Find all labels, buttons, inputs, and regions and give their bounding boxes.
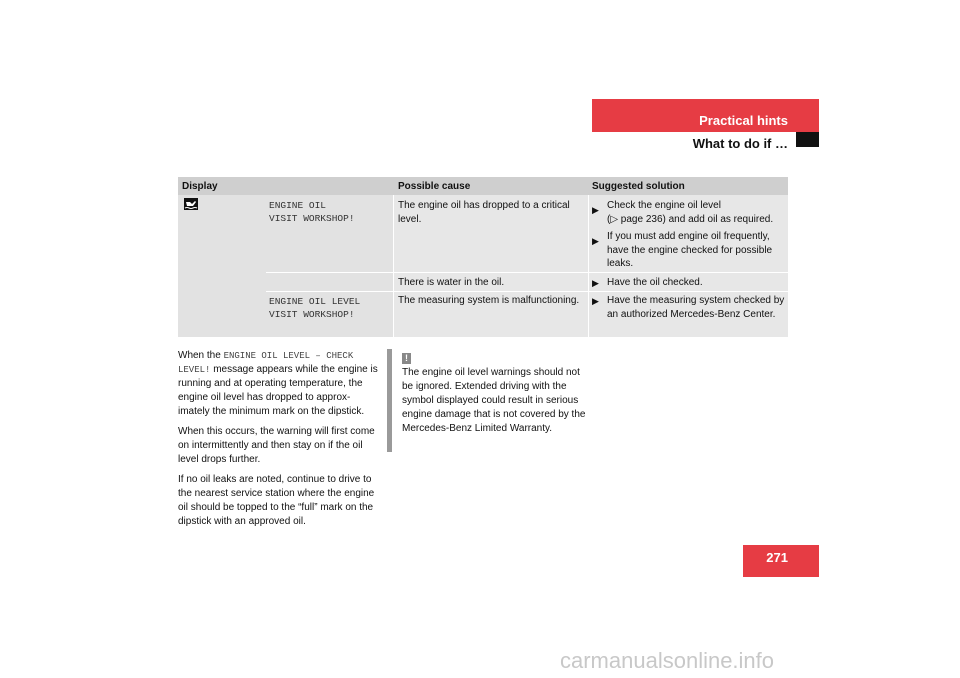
cause-measuring-system: The measuring system is malfunctioning. <box>398 295 580 306</box>
bullet-arrow-icon: ▶ <box>592 278 599 288</box>
bullet-arrow-icon: ▶ <box>592 205 599 215</box>
section-title: Practical hints <box>699 113 788 128</box>
body-text <box>178 349 378 535</box>
paragraph-3: If no oil leaks are noted, continue to drive to the nearest service station where the engine oil should be topped to the “full” mark on the dipstick with an approved oil. <box>178 474 375 527</box>
page-number-box <box>743 545 819 577</box>
warning-box <box>402 352 588 436</box>
column-header-solution: Suggested solution <box>592 181 685 192</box>
display-message-oil-level: ENGINE OIL LEVEL VISIT WORKSHOP! <box>269 296 361 320</box>
display-message-engine-oil: ENGINE OIL VISIT WORKSHOP! <box>269 200 355 224</box>
info-table <box>178 177 788 337</box>
section-header <box>592 99 819 132</box>
column-header-display: Display <box>182 181 218 192</box>
solution-measuring-checked: Have the measuring system checked by an authorized Mercedes-Benz Center. <box>607 295 785 320</box>
page-number: 271 <box>766 550 788 565</box>
bullet-arrow-icon: ▶ <box>592 296 599 306</box>
warning-text: The engine oil level warnings should not be ignored. Extended driving with the symbol displayed could result in serious engine damage that is not covered by the Mercedes-Benz Limited Warranty. <box>402 367 586 434</box>
column-header-cause: Possible cause <box>398 181 471 192</box>
header-marker <box>796 132 819 147</box>
warning-icon: ! <box>402 353 411 364</box>
bullet-arrow-icon: ▶ <box>592 236 599 246</box>
solution-check-oil: Check the engine oil level (▷ page 236) and add oil as required. <box>607 200 774 225</box>
engine-oil-icon <box>184 198 198 210</box>
warning-bar <box>387 349 392 452</box>
solution-check-leaks: If you must add engine oil frequently, have the engine checked for possible leaks. <box>607 231 773 269</box>
table-header <box>178 177 788 195</box>
subsection-title: What to do if … <box>692 136 788 151</box>
watermark: carmanualsonline.info <box>560 648 775 673</box>
cause-critical-level: The engine oil has dropped to a critical level. <box>398 200 570 225</box>
paragraph-2: When this occurs, the warning will first come on intermittently and then stay on if the oil level drops further. <box>178 426 375 465</box>
cause-water-in-oil: There is water in the oil. <box>398 277 505 288</box>
solution-oil-checked: Have the oil checked. <box>607 277 703 288</box>
paragraph-1: When the ENGINE OIL LEVEL – CHECK LEVEL! message appears while the engine is running and at operating temperature, the engine oil level has dropped to approx-imately the minimum mark on the dipstick. <box>178 350 378 417</box>
